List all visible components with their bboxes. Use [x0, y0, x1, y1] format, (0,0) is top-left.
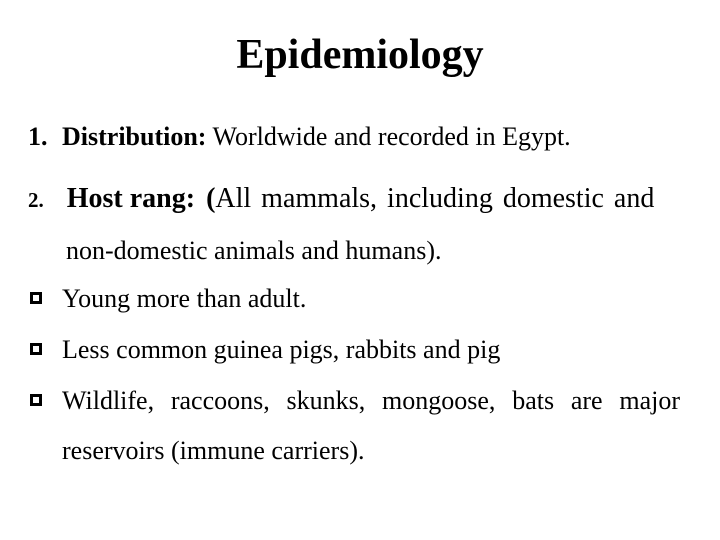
host-range-heading: Host rang: — [66, 183, 196, 214]
item-1-number: 1. — [28, 122, 48, 151]
host-range-open-paren: ( — [206, 183, 216, 214]
item-2-number: 2. — [28, 188, 44, 212]
bullet-young-text: Young more than adult. — [62, 284, 307, 313]
bullet-square-icon — [30, 343, 42, 355]
distribution-line — [28, 122, 571, 152]
distribution-heading: Distribution: — [62, 122, 207, 151]
distribution-text: Worldwide and recorded in Egypt. — [212, 122, 571, 151]
host-range-line-2: non-domestic animals and humans). — [66, 236, 442, 265]
host-range-text-line1: All mammals, including domestic and — [215, 183, 655, 214]
bullet-less-common-text: Less common guinea pigs, rabbits and pig — [62, 335, 501, 364]
bullet-square-icon — [30, 292, 42, 304]
bullet-square-icon — [30, 394, 42, 406]
bullet-wildlife-text-line1: Wildlife, raccoons, skunks, mongoose, bats are major — [62, 386, 680, 415]
bullet-wildlife-text-line2: reservoirs (immune carriers). — [62, 436, 365, 465]
host-range-line — [28, 184, 654, 215]
page-title: Epidemiology — [236, 32, 484, 78]
